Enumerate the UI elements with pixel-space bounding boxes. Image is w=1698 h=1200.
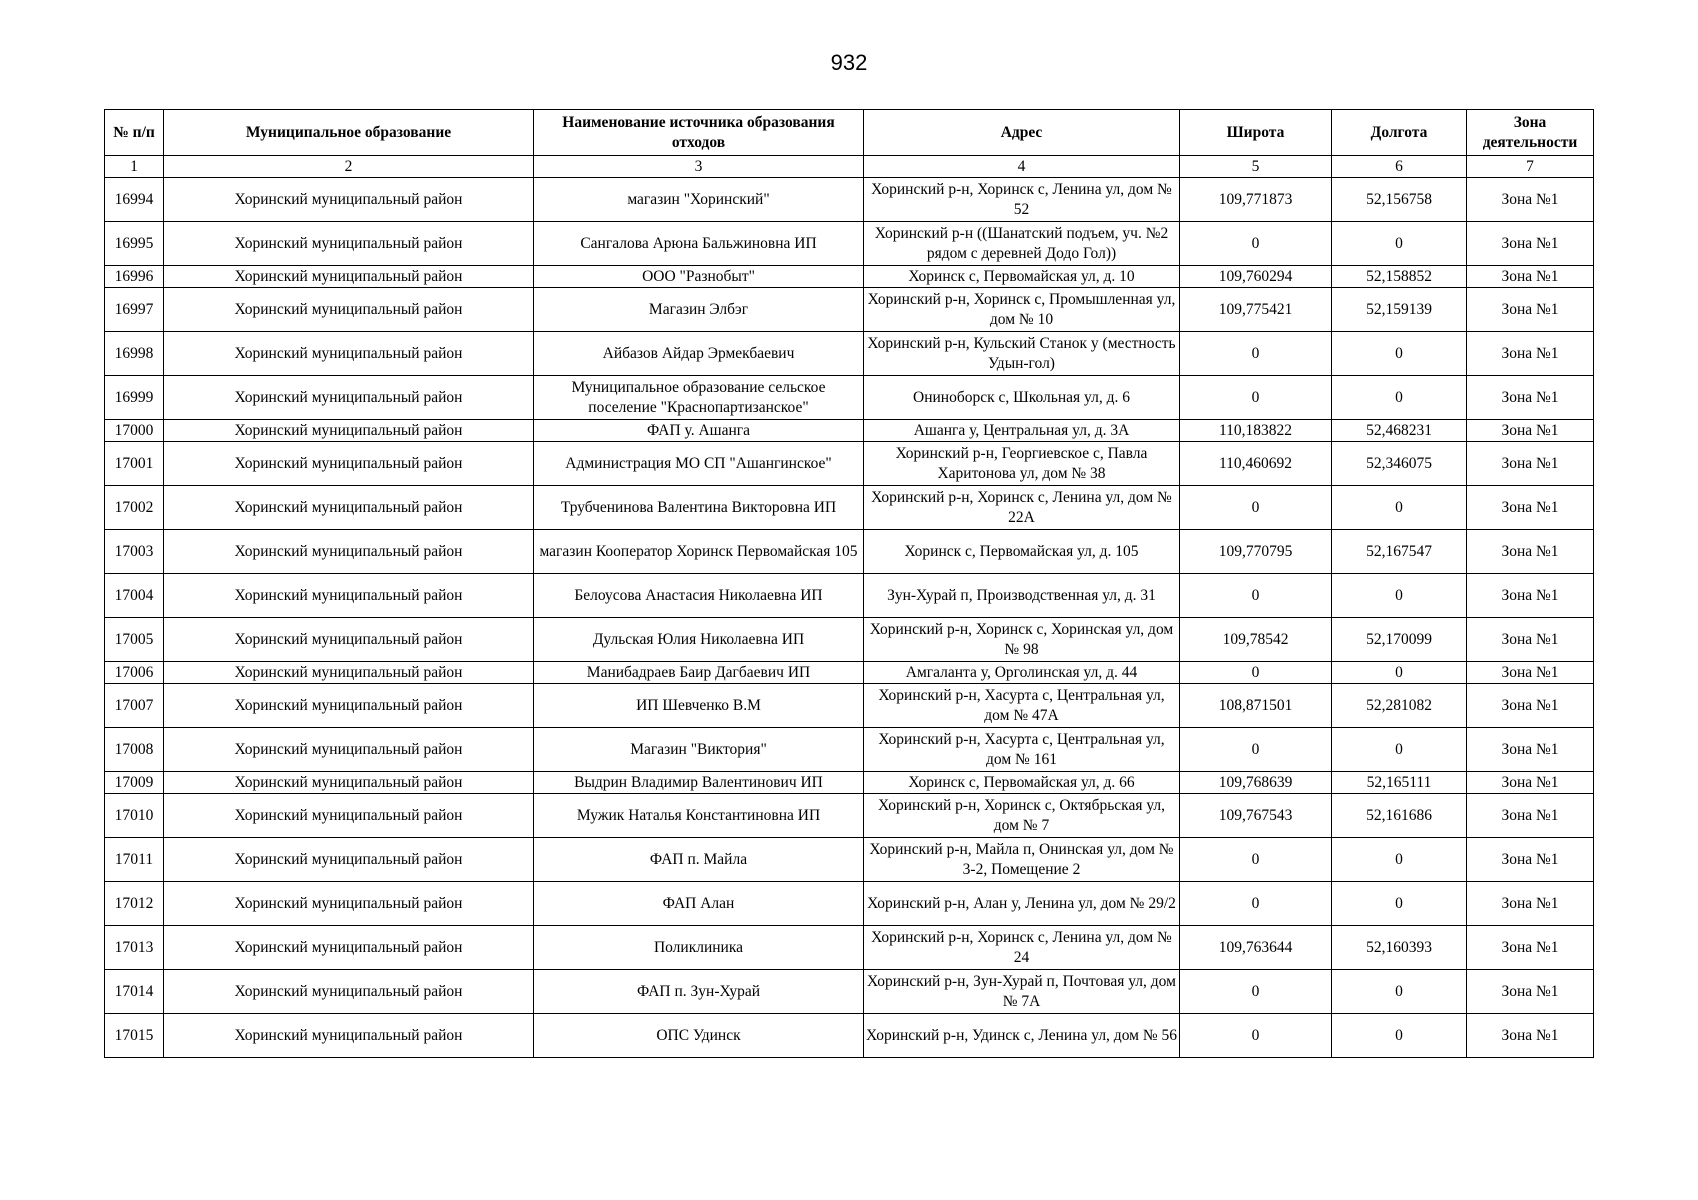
waste-source-cell: Магазин Элбэг	[534, 288, 864, 332]
latitude-cell: 0	[1180, 486, 1332, 530]
longitude-cell: 52,468231	[1332, 420, 1467, 442]
zone-cell: Зона №1	[1467, 684, 1594, 728]
col-header-municipality: Муниципальное образование	[164, 110, 534, 156]
table-row	[105, 442, 1594, 486]
waste-source-cell: ИП Шевченко В.М	[534, 684, 864, 728]
table-row	[105, 288, 1594, 332]
waste-source-cell: Мужик Наталья Константиновна ИП	[534, 794, 864, 838]
zone-cell: Зона №1	[1467, 530, 1594, 574]
table-row	[105, 178, 1594, 222]
zone-cell: Зона №1	[1467, 442, 1594, 486]
longitude-cell: 52,159139	[1332, 288, 1467, 332]
latitude-cell: 0	[1180, 332, 1332, 376]
zone-cell: Зона №1	[1467, 486, 1594, 530]
latitude-cell: 109,771873	[1180, 178, 1332, 222]
waste-source-cell: ФАП у. Ашанга	[534, 420, 864, 442]
column-number: 3	[534, 156, 864, 178]
longitude-cell: 52,170099	[1332, 618, 1467, 662]
longitude-cell: 52,161686	[1332, 794, 1467, 838]
row-number-cell: 17002	[105, 486, 164, 530]
municipality-cell: Хоринский муниципальный район	[164, 662, 534, 684]
column-number: 4	[864, 156, 1180, 178]
row-number-cell: 17014	[105, 970, 164, 1014]
waste-source-cell: ФАП Алан	[534, 882, 864, 926]
longitude-cell: 0	[1332, 332, 1467, 376]
latitude-cell: 109,78542	[1180, 618, 1332, 662]
col-header-longitude: Долгота	[1332, 110, 1467, 156]
latitude-cell: 109,767543	[1180, 794, 1332, 838]
table-row	[105, 772, 1594, 794]
latitude-cell: 109,760294	[1180, 266, 1332, 288]
address-cell: Хоринский р-н, Георгиевское с, Павла Харитонова ул, дом № 38	[864, 442, 1180, 486]
address-cell: Онинoборск с, Школьная ул, д. 6	[864, 376, 1180, 420]
zone-cell: Зона №1	[1467, 178, 1594, 222]
zone-cell: Зона №1	[1467, 574, 1594, 618]
address-cell: Хоринский р-н, Хоринск с, Октябрьская ул, дом № 7	[864, 794, 1180, 838]
address-cell: Хоринский р-н, Кульский Станок у (местность Удын-гол)	[864, 332, 1180, 376]
row-number-cell: 16994	[105, 178, 164, 222]
latitude-cell: 0	[1180, 662, 1332, 684]
waste-source-cell: Выдрин Владимир Валентинович ИП	[534, 772, 864, 794]
table-row	[105, 1014, 1594, 1058]
longitude-cell: 0	[1332, 970, 1467, 1014]
row-number-cell: 16997	[105, 288, 164, 332]
address-cell: Хоринский р-н, Зун-Хурай п, Почтовая ул, дом № 7А	[864, 970, 1180, 1014]
longitude-cell: 0	[1332, 728, 1467, 772]
column-number: 6	[1332, 156, 1467, 178]
row-number-cell: 16999	[105, 376, 164, 420]
address-cell: Зун-Хурай п, Производственная ул, д. 31	[864, 574, 1180, 618]
latitude-cell: 0	[1180, 970, 1332, 1014]
column-number: 1	[105, 156, 164, 178]
latitude-cell: 0	[1180, 882, 1332, 926]
address-cell: Хоринский р-н, Хоринск с, Промышленная ул, дом № 10	[864, 288, 1180, 332]
address-cell: Ашанга у, Центральная ул, д. 3А	[864, 420, 1180, 442]
latitude-cell: 109,768639	[1180, 772, 1332, 794]
address-cell: Хоринский р-н, Удинск с, Ленина ул, дом № 56	[864, 1014, 1180, 1058]
longitude-cell: 52,167547	[1332, 530, 1467, 574]
longitude-cell: 0	[1332, 838, 1467, 882]
row-number-cell: 16995	[105, 222, 164, 266]
latitude-cell: 0	[1180, 574, 1332, 618]
municipality-cell: Хоринский муниципальный район	[164, 574, 534, 618]
waste-source-cell: ОПС Удинск	[534, 1014, 864, 1058]
municipality-cell: Хоринский муниципальный район	[164, 222, 534, 266]
address-cell: Хоринский р-н ((Шанатский подъем, уч. №2 рядом с деревней Додо Гол))	[864, 222, 1180, 266]
longitude-cell: 52,160393	[1332, 926, 1467, 970]
waste-source-cell: Трубченинова Валентина Викторовна ИП	[534, 486, 864, 530]
table-row	[105, 530, 1594, 574]
address-cell: Хоринский р-н, Хоринск с, Ленина ул, дом № 24	[864, 926, 1180, 970]
municipality-cell: Хоринский муниципальный район	[164, 684, 534, 728]
longitude-cell: 0	[1332, 486, 1467, 530]
address-cell: Хоринский р-н, Хоринск с, Ленина ул, дом № 22А	[864, 486, 1180, 530]
waste-source-cell: Магазин "Виктория"	[534, 728, 864, 772]
municipality-cell: Хоринский муниципальный район	[164, 838, 534, 882]
waste-source-cell: Сангалова Арюна Бальжиновна ИП	[534, 222, 864, 266]
longitude-cell: 52,346075	[1332, 442, 1467, 486]
latitude-cell: 110,460692	[1180, 442, 1332, 486]
municipality-cell: Хоринский муниципальный район	[164, 882, 534, 926]
zone-cell: Зона №1	[1467, 926, 1594, 970]
latitude-cell: 0	[1180, 222, 1332, 266]
municipality-cell: Хоринский муниципальный район	[164, 486, 534, 530]
row-number-cell: 16996	[105, 266, 164, 288]
col-header-latitude: Широта	[1180, 110, 1332, 156]
municipality-cell: Хоринский муниципальный район	[164, 420, 534, 442]
row-number-cell: 17007	[105, 684, 164, 728]
latitude-cell: 110,183822	[1180, 420, 1332, 442]
table-row	[105, 420, 1594, 442]
zone-cell: Зона №1	[1467, 838, 1594, 882]
waste-source-cell: магазин Кооператор Хоринск Первомайская 105	[534, 530, 864, 574]
address-cell: Хоринский р-н, Хасурта с, Центральная ул, дом № 47А	[864, 684, 1180, 728]
table-row	[105, 662, 1594, 684]
row-number-cell: 17001	[105, 442, 164, 486]
col-header-address: Адрес	[864, 110, 1180, 156]
row-number-cell: 17006	[105, 662, 164, 684]
col-header-zone: Зона деятельности	[1467, 110, 1594, 156]
table-row	[105, 486, 1594, 530]
zone-cell: Зона №1	[1467, 882, 1594, 926]
latitude-cell: 0	[1180, 376, 1332, 420]
latitude-cell: 109,775421	[1180, 288, 1332, 332]
latitude-cell: 0	[1180, 1014, 1332, 1058]
zone-cell: Зона №1	[1467, 728, 1594, 772]
longitude-cell: 0	[1332, 1014, 1467, 1058]
latitude-cell: 0	[1180, 728, 1332, 772]
zone-cell: Зона №1	[1467, 222, 1594, 266]
column-number-row	[105, 156, 1594, 178]
row-number-cell: 17011	[105, 838, 164, 882]
table-row	[105, 222, 1594, 266]
row-number-cell: 17012	[105, 882, 164, 926]
address-cell: Хоринск с, Первомайская ул, д. 66	[864, 772, 1180, 794]
waste-source-cell: ООО "Разнобыт"	[534, 266, 864, 288]
zone-cell: Зона №1	[1467, 970, 1594, 1014]
longitude-cell: 0	[1332, 376, 1467, 420]
table-body	[105, 178, 1594, 1058]
table-row	[105, 618, 1594, 662]
table-row	[105, 574, 1594, 618]
longitude-cell: 0	[1332, 882, 1467, 926]
row-number-cell: 17008	[105, 728, 164, 772]
address-cell: Хоринск с, Первомайская ул, д. 105	[864, 530, 1180, 574]
table-row	[105, 728, 1594, 772]
table-row	[105, 926, 1594, 970]
longitude-cell: 52,281082	[1332, 684, 1467, 728]
latitude-cell: 109,770795	[1180, 530, 1332, 574]
row-number-cell: 17004	[105, 574, 164, 618]
municipality-cell: Хоринский муниципальный район	[164, 266, 534, 288]
municipality-cell: Хоринский муниципальный район	[164, 1014, 534, 1058]
municipality-cell: Хоринский муниципальный район	[164, 970, 534, 1014]
longitude-cell: 52,165111	[1332, 772, 1467, 794]
row-number-cell: 17010	[105, 794, 164, 838]
municipality-cell: Хоринский муниципальный район	[164, 332, 534, 376]
zone-cell: Зона №1	[1467, 266, 1594, 288]
municipality-cell: Хоринский муниципальный район	[164, 530, 534, 574]
municipality-cell: Хоринский муниципальный район	[164, 288, 534, 332]
address-cell: Хоринск с, Первомайская ул, д. 10	[864, 266, 1180, 288]
longitude-cell: 0	[1332, 662, 1467, 684]
zone-cell: Зона №1	[1467, 618, 1594, 662]
waste-sources-table	[104, 109, 1594, 1058]
page-number: 932	[830, 50, 868, 75]
zone-cell: Зона №1	[1467, 332, 1594, 376]
longitude-cell: 0	[1332, 222, 1467, 266]
row-number-cell: 17009	[105, 772, 164, 794]
table-row	[105, 794, 1594, 838]
table-row	[105, 684, 1594, 728]
row-number-cell: 17013	[105, 926, 164, 970]
address-cell: Хоринский р-н, Алан у, Ленина ул, дом № 29/2	[864, 882, 1180, 926]
address-cell: Хоринский р-н, Майла п, Онинская ул, дом № 3-2, Помещение 2	[864, 838, 1180, 882]
zone-cell: Зона №1	[1467, 772, 1594, 794]
column-number: 7	[1467, 156, 1594, 178]
address-cell: Хоринский р-н, Хоринск с, Ленина ул, дом № 52	[864, 178, 1180, 222]
zone-cell: Зона №1	[1467, 1014, 1594, 1058]
municipality-cell: Хоринский муниципальный район	[164, 794, 534, 838]
municipality-cell: Хоринский муниципальный район	[164, 728, 534, 772]
municipality-cell: Хоринский муниципальный район	[164, 772, 534, 794]
waste-source-cell: Муниципальное образование сельское поселение "Краснопартизанское"	[534, 376, 864, 420]
address-cell: Хоринский р-н, Хасурта с, Центральная ул, дом № 161	[864, 728, 1180, 772]
waste-source-cell: Манибадраев Баир Дагбаевич ИП	[534, 662, 864, 684]
zone-cell: Зона №1	[1467, 794, 1594, 838]
col-header-num: № п/п	[105, 110, 164, 156]
waste-source-cell: магазин "Хоринский"	[534, 178, 864, 222]
longitude-cell: 52,158852	[1332, 266, 1467, 288]
zone-cell: Зона №1	[1467, 662, 1594, 684]
municipality-cell: Хоринский муниципальный район	[164, 926, 534, 970]
row-number-cell: 17005	[105, 618, 164, 662]
latitude-cell: 109,763644	[1180, 926, 1332, 970]
zone-cell: Зона №1	[1467, 376, 1594, 420]
table-row	[105, 332, 1594, 376]
longitude-cell: 0	[1332, 574, 1467, 618]
latitude-cell: 0	[1180, 838, 1332, 882]
longitude-cell: 52,156758	[1332, 178, 1467, 222]
waste-source-cell: Белоусова Анастасия Николаевна ИП	[534, 574, 864, 618]
waste-source-cell: ФАП п. Зун-Хурай	[534, 970, 864, 1014]
row-number-cell: 17003	[105, 530, 164, 574]
header-row	[105, 110, 1594, 156]
address-cell: Хоринский р-н, Хоринск с, Хоринская ул, дом № 98	[864, 618, 1180, 662]
municipality-cell: Хоринский муниципальный район	[164, 442, 534, 486]
column-number: 2	[164, 156, 534, 178]
municipality-cell: Хоринский муниципальный район	[164, 376, 534, 420]
table-row	[105, 970, 1594, 1014]
waste-source-cell: Поликлиника	[534, 926, 864, 970]
latitude-cell: 108,871501	[1180, 684, 1332, 728]
row-number-cell: 17015	[105, 1014, 164, 1058]
waste-source-cell: Айбазов Айдар Эрмекбаевич	[534, 332, 864, 376]
column-number: 5	[1180, 156, 1332, 178]
municipality-cell: Хоринский муниципальный район	[164, 178, 534, 222]
address-cell: Амгаланта у, Орголинская ул, д. 44	[864, 662, 1180, 684]
waste-source-cell: ФАП п. Майла	[534, 838, 864, 882]
table-row	[105, 882, 1594, 926]
table-row	[105, 266, 1594, 288]
municipality-cell: Хоринский муниципальный район	[164, 618, 534, 662]
zone-cell: Зона №1	[1467, 420, 1594, 442]
waste-source-cell: Дульская Юлия Николаевна ИП	[534, 618, 864, 662]
zone-cell: Зона №1	[1467, 288, 1594, 332]
row-number-cell: 16998	[105, 332, 164, 376]
table-row	[105, 376, 1594, 420]
row-number-cell: 17000	[105, 420, 164, 442]
waste-source-cell: Администрация МО СП "Ашангинское"	[534, 442, 864, 486]
table-row	[105, 838, 1594, 882]
col-header-source: Наименование источника образования отходов	[534, 110, 864, 156]
